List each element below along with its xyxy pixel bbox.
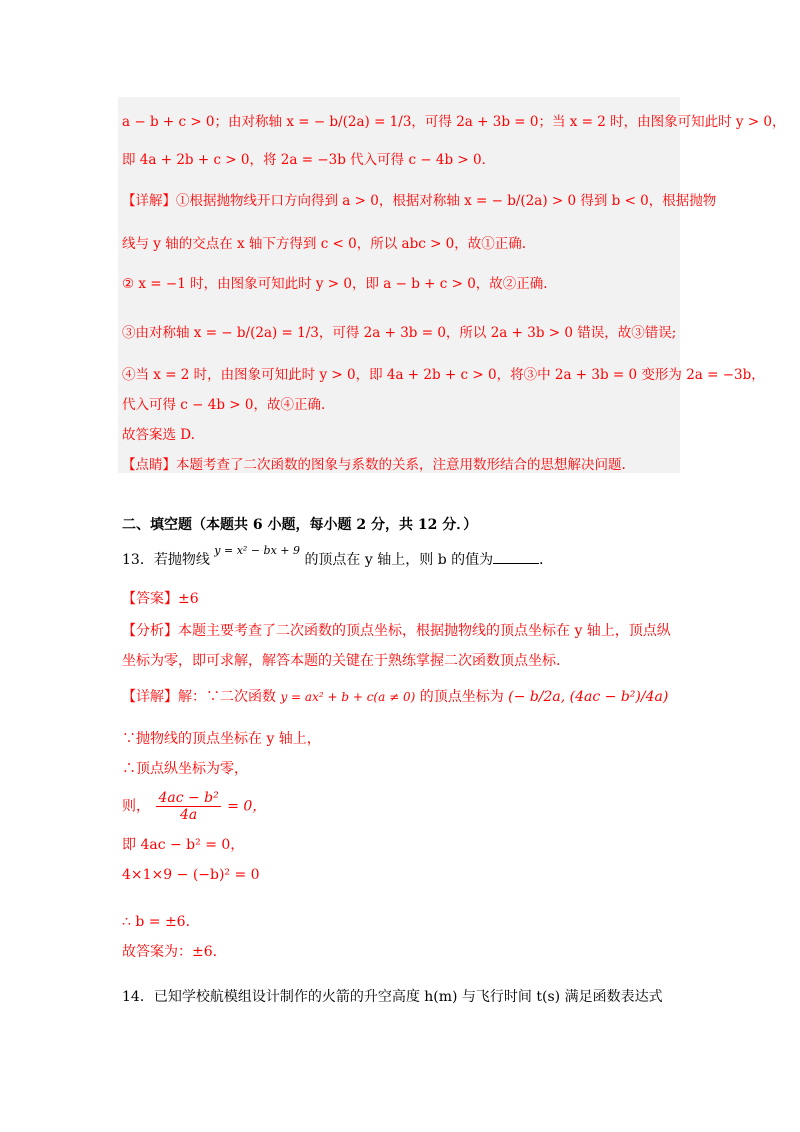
answer-blank [493, 549, 539, 564]
detail-line-7: ∴ b = ±6． [122, 914, 200, 930]
solution-line-1: a − b + c > 0；由对称轴 x = − b/(2a) = 1/3，可得 2a + 3b = 0；当 x = 2 时，由图象可知此时 y > 0， [122, 114, 786, 130]
solution-remark-line: 【点睛】本题考查了二次函数的图象与系数的关系，注意用数形结合的思想解决问题. [122, 457, 626, 473]
fraction-equals: = 0， [227, 798, 267, 815]
question-14: 14．已知学校航模组设计制作的火箭的升空高度 h(m) 与飞行时间 t(s) 满足函数表达式 [122, 989, 663, 1005]
solution-line-2: 即 4a + 2b + c > 0，将 2a = −3b 代入可得 c − 4b > 0． [122, 152, 496, 168]
solution-detail-line-6: 代入可得 c − 4b > 0，故④正确. [122, 397, 326, 413]
solution-detail-line-5: ④当 x = 2 时，由图象可知此时 y > 0，即 4a + 2b + c > 0，将③中 2a + 3b = 0 变形为 2a = −3b， [122, 367, 765, 383]
question-13-end: ． [539, 552, 554, 568]
detail-vertex-formula: (− b/2a, (4ac − b²)/4a) [508, 689, 669, 705]
question-13 [122, 544, 554, 569]
detail-line-5: 即 4ac − b² = 0， [122, 837, 245, 853]
solution-detail-line-1: 【详解】①根据抛物线开口方向得到 a > 0，根据对称轴 x = − b/(2a) > 0 得到 b < 0，根据抛物 [122, 193, 717, 209]
question-13-formula: y = x² − bx + 9 [214, 544, 300, 557]
question-13-text: 的顶点在 y 轴上，则 b 的值为 [304, 552, 494, 568]
detail-line-1 [122, 688, 668, 706]
question-13-number: 13．若抛物线 [122, 552, 210, 568]
fraction-denominator: 4a [179, 807, 198, 823]
section-heading-fill-in: 二、填空题（本题共 6 小题，每小题 2 分，共 12 分．） [122, 517, 478, 533]
detail-line-3: ∴顶点纵坐标为零， [122, 761, 248, 777]
solution-detail-line-2: 线与 y 轴的交点在 x 轴下方得到 c < 0，所以 abc > 0，故①正确. [122, 236, 527, 252]
solution-detail-line-4: ③由对称轴 x = − b/(2a) = 1/3，可得 2a + 3b = 0，所以 2a + 3b > 0 错误，故③错误; [122, 325, 677, 341]
detail-line-8: 故答案为：±6． [122, 944, 227, 960]
detail-function-formula: y = ax² + b + c(a ≠ 0) [280, 690, 416, 704]
analysis-line-2: 坐标为零，即可求解，解答本题的关键在于熟练掌握二次函数顶点坐标. [122, 653, 561, 669]
detail-then: 则， [122, 798, 150, 815]
detail-prefix: 【详解】解：∵二次函数 [122, 689, 276, 705]
solution-detail-line-3: ② x = −1 时，由图象可知此时 y > 0，即 a − b + c > 0，故②正确. [122, 276, 548, 292]
detail-vertex-label: 的顶点坐标为 [419, 689, 504, 705]
detail-line-2: ∵抛物线的顶点坐标在 y 轴上， [122, 731, 321, 747]
analysis-line-1: 【分析】本题主要考查了二次函数的顶点坐标，根据抛物线的顶点坐标在 y 轴上，顶点纵 [122, 623, 671, 639]
answer-label: 【答案】±6 [122, 591, 199, 607]
fraction [156, 790, 220, 823]
detail-line-4 [122, 790, 266, 823]
detail-line-6: 4×1×9 − (−b)² = 0 [122, 867, 260, 883]
fraction-numerator: 4ac − b² [158, 790, 219, 806]
solution-answer-line: 故答案选 D. [122, 427, 195, 443]
